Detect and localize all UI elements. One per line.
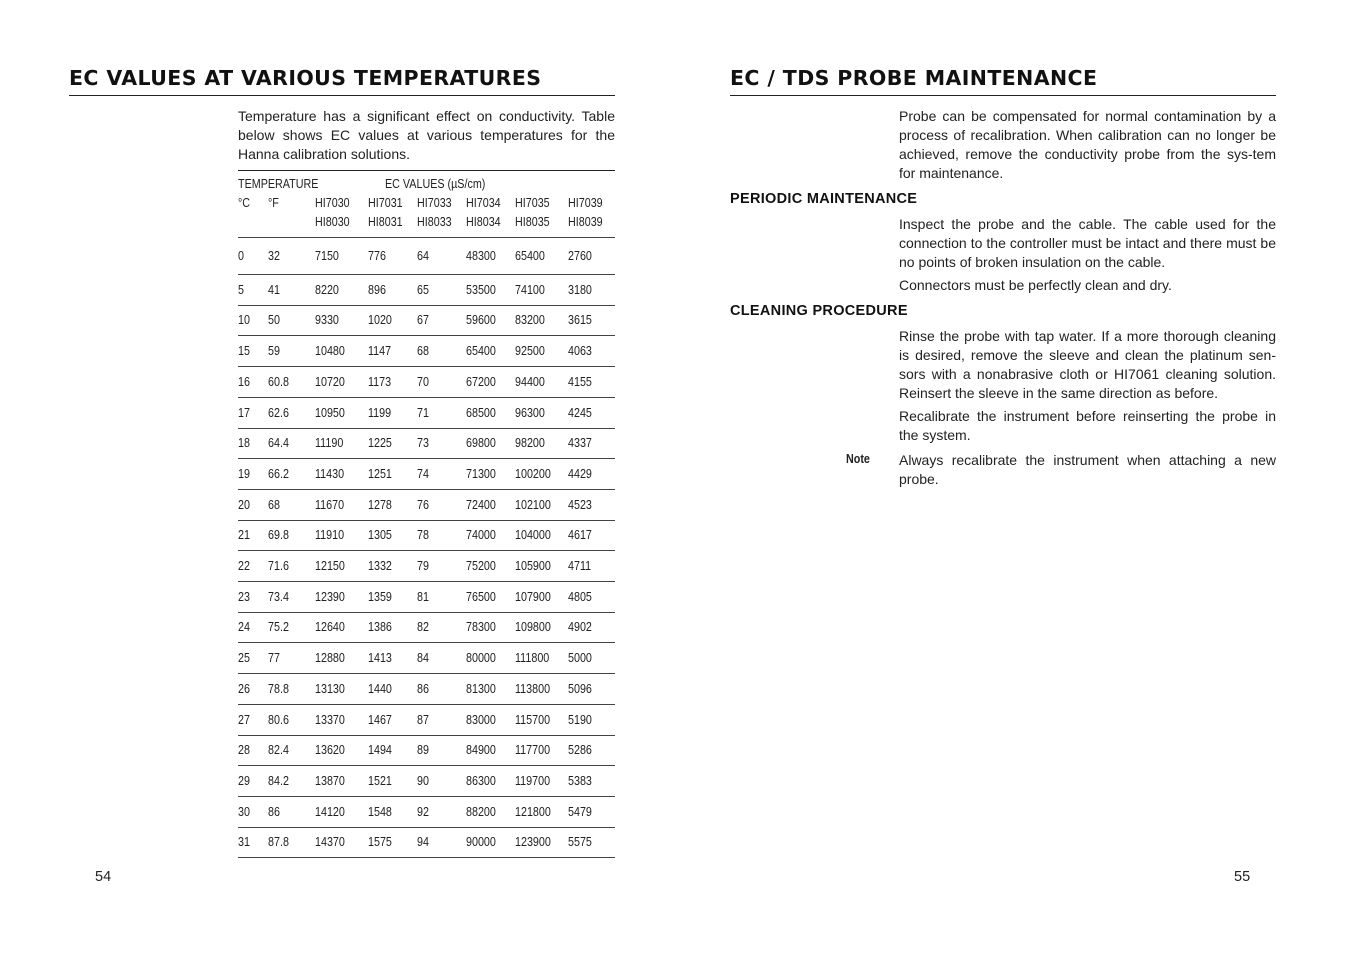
table-cell: 104000 bbox=[515, 528, 551, 543]
table-cell: 19 bbox=[238, 466, 250, 481]
table-cell: 72400 bbox=[466, 497, 496, 512]
table-cell: 69800 bbox=[466, 436, 496, 451]
table-cell: 75200 bbox=[466, 559, 496, 573]
table-cell: 1173 bbox=[368, 374, 392, 389]
heading-rule bbox=[69, 95, 615, 96]
table-cell: 92 bbox=[417, 804, 429, 819]
table-cell: 12880 bbox=[315, 651, 345, 666]
table-cell: 87.8 bbox=[268, 835, 289, 850]
table-cell: 11670 bbox=[315, 497, 345, 512]
column-header-2-line2: HI8031 bbox=[368, 215, 403, 229]
table-cell: 896 bbox=[368, 282, 386, 297]
table-cell: 121800 bbox=[515, 804, 551, 819]
column-header-5-line2: HI8035 bbox=[515, 215, 550, 229]
table-cell: 4617 bbox=[568, 528, 592, 543]
table-cell: 1386 bbox=[368, 620, 392, 635]
table-cell: 1278 bbox=[368, 497, 392, 512]
table-cell: 65400 bbox=[515, 249, 545, 263]
table-cell: 88200 bbox=[466, 804, 496, 819]
table-cell: 67 bbox=[417, 313, 429, 328]
table-cell: 64 bbox=[417, 249, 429, 263]
table-cell: 12150 bbox=[315, 559, 345, 573]
table-cell: 66.2 bbox=[268, 466, 289, 481]
table-cell: 25 bbox=[238, 651, 250, 666]
table-row bbox=[238, 674, 615, 705]
table-cell: 1225 bbox=[368, 436, 392, 451]
table-row bbox=[238, 643, 615, 674]
table-cell: 24 bbox=[238, 620, 250, 635]
table-cell: 1199 bbox=[368, 405, 392, 420]
table-cell: 4337 bbox=[568, 436, 592, 451]
table-cell: 78300 bbox=[466, 620, 496, 635]
table-cell: 73 bbox=[417, 436, 429, 451]
table-cell: 71.6 bbox=[268, 559, 289, 573]
table-cell: 10480 bbox=[315, 344, 345, 359]
table-cell: 94400 bbox=[515, 374, 545, 389]
table-cell: 11190 bbox=[315, 436, 344, 451]
table-cell: 1575 bbox=[368, 835, 392, 850]
table-cell: 84 bbox=[417, 651, 429, 666]
table-row bbox=[238, 551, 615, 582]
table-cell: 74 bbox=[417, 466, 429, 481]
table-cell: 65400 bbox=[466, 344, 496, 359]
section-title-periodic: PERIODIC MAINTENANCE bbox=[730, 191, 918, 207]
table-cell: 17 bbox=[238, 405, 250, 420]
table-cell: 77 bbox=[268, 651, 280, 666]
table-cell: 5 bbox=[238, 282, 244, 297]
table-cell: 5479 bbox=[568, 804, 592, 819]
column-header-3-line2: HI8033 bbox=[417, 215, 452, 229]
table-row bbox=[238, 490, 615, 521]
table-cell: 107900 bbox=[515, 589, 551, 604]
table-cell: 50 bbox=[268, 313, 280, 328]
table-cell: 67200 bbox=[466, 374, 496, 389]
table-cell: 68 bbox=[268, 497, 280, 512]
table-row bbox=[238, 705, 615, 736]
section-title-cleaning: CLEANING PROCEDURE bbox=[730, 303, 908, 319]
table-row bbox=[238, 827, 615, 858]
table-cell: 119700 bbox=[515, 773, 551, 788]
table-row bbox=[238, 612, 615, 643]
table-cell: 30 bbox=[238, 804, 250, 819]
table-cell: 776 bbox=[368, 249, 386, 263]
table-cell: 105900 bbox=[515, 559, 551, 573]
page-title: EC VALUES AT VARIOUS TEMPERATURES bbox=[69, 66, 542, 90]
table-cell: 41 bbox=[268, 282, 280, 297]
table-cell: 13620 bbox=[315, 743, 345, 758]
table-cell: 4245 bbox=[568, 405, 592, 420]
table-cell: 23 bbox=[238, 589, 250, 604]
table-cell: 78.8 bbox=[268, 681, 289, 696]
column-header-1-line2: HI8030 bbox=[315, 215, 350, 229]
table-cell: 1147 bbox=[368, 344, 392, 359]
table-cell: 81 bbox=[417, 589, 429, 604]
table-cell: 10 bbox=[238, 313, 250, 328]
table-cell: 82 bbox=[417, 620, 429, 635]
table-cell: 100200 bbox=[515, 466, 551, 481]
column-header-4-line1: HI7034 bbox=[466, 196, 501, 210]
table-cell: 74000 bbox=[466, 528, 496, 543]
table-cell: 73.4 bbox=[268, 589, 289, 604]
table-cell: 59 bbox=[268, 344, 280, 359]
table-top-rule bbox=[238, 170, 615, 171]
periodic-paragraph-1: Inspect the probe and the cable. The cable used for the connection to the controller must be intact and there must be no points of broken insulation on the cable. bbox=[899, 216, 1276, 270]
table-cell: 80000 bbox=[466, 651, 496, 666]
table-cell: 53500 bbox=[466, 282, 496, 297]
table-cell: 26 bbox=[238, 681, 250, 696]
table-cell: 21 bbox=[238, 528, 250, 543]
table-row bbox=[238, 305, 615, 336]
table-cell: 29 bbox=[238, 773, 250, 788]
table-cell: 4429 bbox=[568, 466, 592, 481]
table-cell: 1305 bbox=[368, 528, 392, 543]
table-cell: 18 bbox=[238, 436, 250, 451]
table-cell: 5000 bbox=[568, 651, 592, 666]
table-cell: 16 bbox=[238, 374, 250, 389]
table-cell: 1020 bbox=[368, 313, 392, 328]
table-cell: 11910 bbox=[315, 528, 345, 543]
table-row bbox=[238, 797, 615, 828]
table-cell: 113800 bbox=[515, 681, 551, 696]
table-cell: 78 bbox=[417, 528, 429, 543]
table-cell: 79 bbox=[417, 559, 429, 573]
header-temperature: TEMPERATURE bbox=[238, 177, 319, 191]
column-header-6-line1: HI7039 bbox=[568, 196, 603, 210]
table-cell: 48300 bbox=[466, 249, 496, 263]
table-cell: 96300 bbox=[515, 405, 545, 420]
table-cell: 89 bbox=[417, 743, 429, 758]
table-cell: 1359 bbox=[368, 589, 392, 604]
table-cell: 13130 bbox=[315, 681, 345, 696]
table-row bbox=[238, 459, 615, 490]
table-cell: 81300 bbox=[466, 681, 496, 696]
table-cell: 69.8 bbox=[268, 528, 289, 543]
table-cell: 102100 bbox=[515, 497, 551, 512]
column-header-3-line1: HI7033 bbox=[417, 196, 452, 210]
table-cell: 123900 bbox=[515, 835, 551, 850]
table-cell: 11430 bbox=[315, 466, 345, 481]
table-cell: 22 bbox=[238, 559, 250, 573]
table-cell: 4805 bbox=[568, 589, 592, 604]
table-cell: 14370 bbox=[315, 835, 345, 850]
table-cell: 1251 bbox=[368, 466, 392, 481]
table-cell: 1548 bbox=[368, 804, 392, 819]
table-cell: 13370 bbox=[315, 712, 345, 727]
table-cell: 64.4 bbox=[268, 436, 289, 451]
cleaning-paragraph-2: Recalibrate the instrument before reinserting the probe in the system. bbox=[899, 408, 1276, 443]
page-number: 54 bbox=[95, 869, 112, 885]
table-cell: 5096 bbox=[568, 681, 592, 696]
table-cell: 1332 bbox=[368, 559, 392, 573]
table-cell: 10950 bbox=[315, 405, 345, 420]
table-cell: 5190 bbox=[568, 712, 592, 727]
table-cell: 109800 bbox=[515, 620, 551, 635]
table-row bbox=[238, 428, 615, 459]
column-header-5-line1: HI7035 bbox=[515, 196, 550, 210]
table-cell: 74100 bbox=[515, 282, 545, 297]
table-cell: 86 bbox=[268, 804, 280, 819]
table-cell: 1440 bbox=[368, 681, 392, 696]
table-row bbox=[238, 735, 615, 766]
table-row bbox=[238, 238, 615, 275]
table-cell: 20 bbox=[238, 497, 250, 512]
table-cell: 90 bbox=[417, 773, 429, 788]
table-cell: 31 bbox=[238, 835, 250, 850]
table-cell: 62.6 bbox=[268, 405, 289, 420]
table-cell: 83000 bbox=[466, 712, 496, 727]
table-cell: 2760 bbox=[568, 249, 592, 263]
cleaning-paragraph-1: Rinse the probe with tap water. If a more thorough cleaning is desired, remove the sleeve and clean the platinum sen-sors with a nonabrasive cloth or HI7061 cleaning solution. Reinsert the sleeve in the same direction as before. bbox=[899, 328, 1276, 401]
table-cell: 5383 bbox=[568, 773, 592, 788]
heading-rule bbox=[730, 95, 1276, 96]
column-header-4-line2: HI8034 bbox=[466, 215, 501, 229]
table-cell: 68 bbox=[417, 344, 429, 359]
page-number: 55 bbox=[1234, 869, 1251, 885]
table-cell: 94 bbox=[417, 835, 429, 850]
table-cell: 8220 bbox=[315, 282, 339, 297]
table-row bbox=[238, 520, 615, 551]
table-cell: 4711 bbox=[568, 559, 592, 573]
table-cell: 7150 bbox=[315, 249, 339, 263]
periodic-paragraph-2: Connectors must be perfectly clean and dry. bbox=[899, 277, 1172, 293]
table-cell: 27 bbox=[238, 712, 250, 727]
table-cell: 84900 bbox=[466, 743, 496, 758]
table-cell: 4063 bbox=[568, 344, 592, 359]
table-cell: 117700 bbox=[515, 743, 551, 758]
table-cell: 86300 bbox=[466, 773, 496, 788]
table-cell: 1467 bbox=[368, 712, 392, 727]
table-cell: 71300 bbox=[466, 466, 496, 481]
intro-paragraph: Probe can be compensated for normal contamination by a process of recalibration. When calibration can no longer be achieved, remove the conductivity probe from the sys-tem for maintenance. bbox=[899, 108, 1276, 181]
table-cell: 82.4 bbox=[268, 743, 289, 758]
table-cell: 86 bbox=[417, 681, 429, 696]
table-cell: 1494 bbox=[368, 743, 392, 758]
column-header-6-line2: HI8039 bbox=[568, 215, 603, 229]
table-cell: 76500 bbox=[466, 589, 496, 604]
table-cell: 84.2 bbox=[268, 773, 289, 788]
table-cell: 5575 bbox=[568, 835, 592, 850]
table-cell: 83200 bbox=[515, 313, 545, 328]
note-text: Always recalibrate the instrument when attaching a new probe. bbox=[899, 452, 1276, 487]
table-cell: 14120 bbox=[315, 804, 345, 819]
table-cell: 59600 bbox=[466, 313, 496, 328]
table-cell: 5286 bbox=[568, 743, 592, 758]
table-cell: 111800 bbox=[515, 651, 550, 666]
table-row bbox=[238, 275, 615, 306]
table-cell: 71 bbox=[417, 405, 429, 420]
table-cell: 75.2 bbox=[268, 620, 289, 635]
table-cell: 4155 bbox=[568, 374, 592, 389]
page-title: EC / TDS PROBE MAINTENANCE bbox=[730, 66, 1098, 90]
table-row bbox=[238, 367, 615, 398]
table-cell: 98200 bbox=[515, 436, 545, 451]
table-cell: 4902 bbox=[568, 620, 592, 635]
right-page bbox=[675, 0, 1351, 954]
table-cell: 15 bbox=[238, 344, 250, 359]
column-header-2-line1: HI7031 bbox=[368, 196, 403, 210]
header-unit-fahrenheit: °F bbox=[268, 196, 279, 210]
table-cell: 90000 bbox=[466, 835, 496, 850]
table-cell: 12640 bbox=[315, 620, 345, 635]
table-cell: 32 bbox=[268, 249, 280, 263]
table-cell: 3180 bbox=[568, 282, 592, 297]
table-cell: 12390 bbox=[315, 589, 345, 604]
table-cell: 92500 bbox=[515, 344, 545, 359]
table-cell: 4523 bbox=[568, 497, 592, 512]
table-row bbox=[238, 336, 615, 367]
table-cell: 13870 bbox=[315, 773, 345, 788]
table-cell: 3615 bbox=[568, 313, 592, 328]
note-label: Note bbox=[846, 452, 870, 466]
table-cell: 76 bbox=[417, 497, 429, 512]
table-cell: 10720 bbox=[315, 374, 345, 389]
table-cell: 28 bbox=[238, 743, 250, 758]
table-cell: 9330 bbox=[315, 313, 339, 328]
table-cell: 1413 bbox=[368, 651, 392, 666]
left-page bbox=[0, 0, 675, 954]
table-cell: 1521 bbox=[368, 773, 392, 788]
table-cell: 0 bbox=[238, 249, 244, 263]
table-cell: 60.8 bbox=[268, 374, 289, 389]
table-row bbox=[238, 766, 615, 797]
table-cell: 68500 bbox=[466, 405, 496, 420]
header-ec-values: EC VALUES (µS/cm) bbox=[385, 177, 486, 191]
table-row bbox=[238, 582, 615, 613]
column-header-1-line1: HI7030 bbox=[315, 196, 350, 210]
header-unit-celsius: °C bbox=[238, 196, 251, 210]
table-cell: 65 bbox=[417, 282, 429, 297]
table-row bbox=[238, 398, 615, 429]
intro-paragraph: Temperature has a significant effect on conductivity. Table below shows EC values at various temperatures for the Hanna calibration solutions. bbox=[238, 108, 615, 162]
table-cell: 70 bbox=[417, 374, 429, 389]
table-cell: 80.6 bbox=[268, 712, 289, 727]
table-cell: 87 bbox=[417, 712, 429, 727]
table-cell: 115700 bbox=[515, 712, 551, 727]
